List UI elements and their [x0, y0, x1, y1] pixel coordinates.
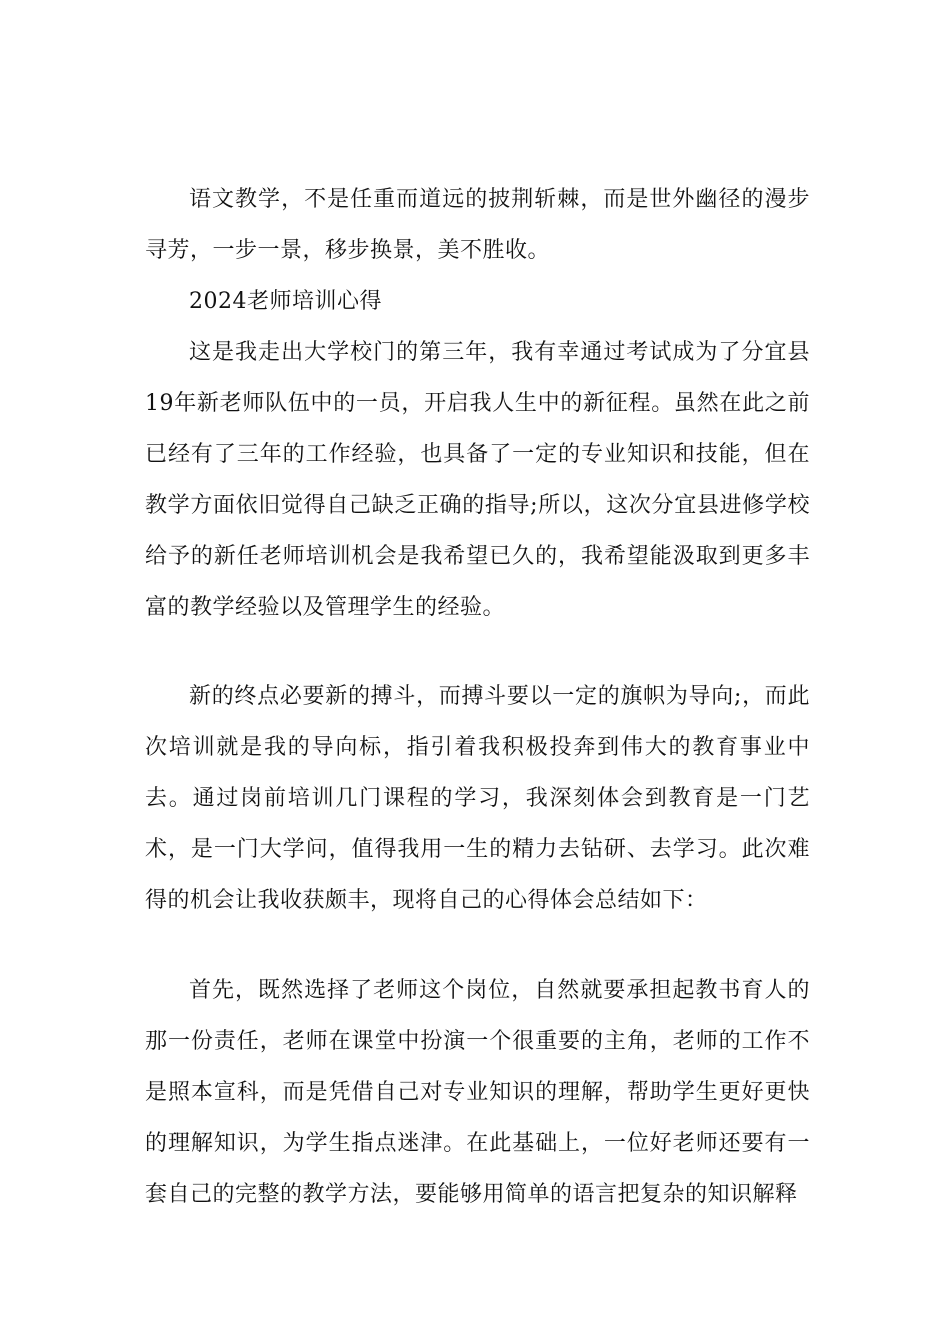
- paragraph-background: 这是我走出大学校门的第三年，我有幸通过考试成为了分宜县19年新老师队伍中的一员，开启我人生中的新征程。虽然在此之前已经有了三年的工作经验，也具备了一定的专业知识和技能，但在教学方面依旧觉得自己缺乏正确的指导;所以，这次分宜县进修学校给予的新任老师培训机会是我希望已久的，我希望能汲取到更多丰富的教学经验以及管理学生的经验。: [145, 340, 810, 620]
- paragraph-first-point: 首先，既然选择了老师这个岗位，自然就要承担起教书育人的那一份责任，老师在课堂中扮演一个很重要的主角，老师的工作不是照本宣科，而是凭借自己对专业知识的理解，帮助学生更好更快的理解知识，为学生指点迷津。在此基础上，一位好老师还要有一套自己的完整的教学方法，要能够用简单的语言把复杂的知识解释: [145, 978, 810, 1207]
- paragraph-intro: 语文教学，不是任重而道远的披荆斩棘，而是世外幽径的漫步寻芳，一步一景，移步换景，美不胜收。: [145, 187, 810, 263]
- paragraph-training-guide: 新的终点必要新的搏斗，而搏斗要以一定的旗帜为导向;，而此次培训就是我的导向标，指引着我积极投奔到伟大的教育事业中去。通过岗前培训几门课程的学习，我深刻体会到教育是一门艺术，是一门大学问，值得我用一生的精力去钻研、去学习。此次难得的机会让我收获颇丰，现将自己的心得体会总结如下：: [145, 684, 810, 913]
- section-title: 2024老师培训心得: [189, 289, 382, 314]
